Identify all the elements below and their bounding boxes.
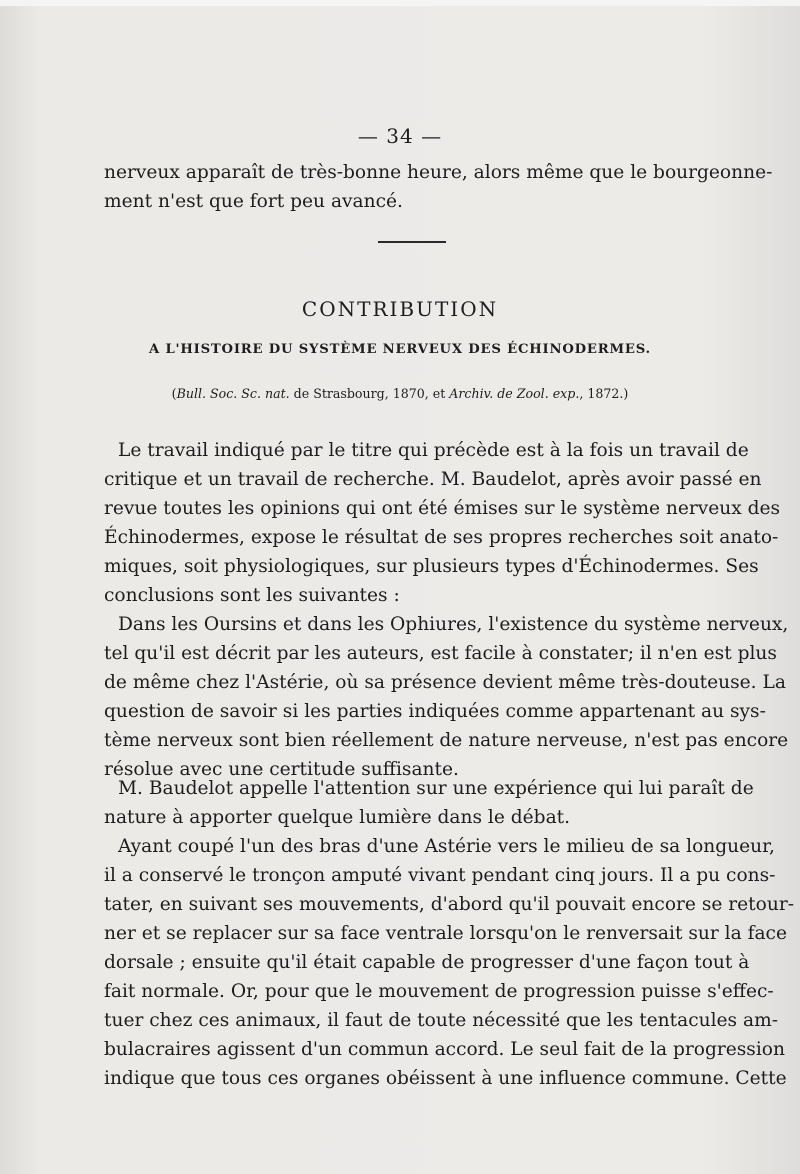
text-line: tater, en suivant ses mouvements, d'abord qu'il pouvait encore se retour- (104, 894, 794, 915)
citation-open: ( (171, 386, 177, 401)
body-paragraph-1 (104, 436, 781, 610)
text-line: tème nerveux sont bien réellement de nature nerveuse, n'est pas encore (104, 730, 789, 751)
text-line: de même chez l'Astérie, où sa présence devient même très-douteuse. La (104, 672, 786, 693)
citation (0, 386, 800, 401)
text-line: tuer chez ces animaux, il faut de toute nécessité que les tentacules am- (104, 1010, 779, 1031)
intro-paragraph (104, 158, 773, 216)
text-line: Dans les Oursins et dans les Ophiures, l'existence du système nerveux, (118, 614, 789, 635)
text-line: Échinodermes, expose le résultat de ses propres recherches soit anato- (104, 527, 779, 548)
page-number: — 34 — (357, 124, 443, 148)
citation-end: , 1872.) (579, 386, 629, 401)
text-line: nature à apporter quelque lumière dans le débat. (104, 807, 571, 828)
text-line: conclusions sont les suivantes : (104, 585, 400, 606)
text-line: critique et un travail de recherche. M. Baudelot, après avoir passé en (104, 469, 762, 490)
body-paragraph-4 (104, 832, 794, 1093)
text-line: fait normale. Or, pour que le mouvement de progression puisse s'effec- (104, 981, 774, 1002)
text-line: bulacraires agissent d'un commun accord. Le seul fait de la progression (104, 1039, 785, 1060)
text-line: dorsale ; ensuite qu'il était capable de progresser d'une façon tout à (104, 952, 750, 973)
body-paragraph-2 (104, 610, 789, 784)
citation-journal-2: Archiv. de Zool. exp. (449, 386, 580, 401)
body-paragraph-3 (104, 774, 754, 832)
citation-mid: de Strasbourg, 1870, et (289, 386, 450, 401)
text-line: Ayant coupé l'un des bras d'une Astérie vers le milieu de sa longueur, (118, 836, 775, 857)
text-line: revue toutes les opinions qui ont été émises sur le système nerveux des (104, 498, 781, 519)
page-top-edge (0, 0, 800, 6)
text-line: miques, soit physiologiques, sur plusieurs types d'Échinodermes. Ses (104, 556, 759, 577)
text-line: tel qu'il est décrit par les auteurs, est facile à constater; il n'en est plus (104, 643, 777, 664)
text-line: résolue avec une certitude suffisante. (104, 759, 459, 780)
text-line: M. Baudelot appelle l'attention sur une expérience qui lui paraît de (118, 778, 754, 799)
text-line: indique que tous ces organes obéissent à une influence commune. Cette (104, 1068, 787, 1089)
text-line: ment n'est que fort peu avancé. (104, 191, 403, 212)
text-line: ner et se replacer sur sa face ventrale lorsqu'on le renversait sur la face (104, 923, 787, 944)
text-line: Le travail indiqué par le titre qui précède est à la fois un travail de (118, 440, 749, 461)
section-divider (378, 241, 446, 243)
text-line: question de savoir si les parties indiquées comme appartenant au sys- (104, 701, 766, 722)
section-subheading: A L'HISTOIRE DU SYSTÈME NERVEUX DES ÉCHINODERMES. (149, 342, 651, 357)
text-line: nerveux apparaît de très-bonne heure, alors même que le bourgeonne- (104, 162, 773, 183)
section-heading: CONTRIBUTION (301, 297, 499, 321)
citation-journal-1: Bull. Soc. Sc. nat. (176, 386, 290, 401)
text-line: il a conservé le tronçon amputé vivant pendant cinq jours. Il a pu cons- (104, 865, 776, 886)
